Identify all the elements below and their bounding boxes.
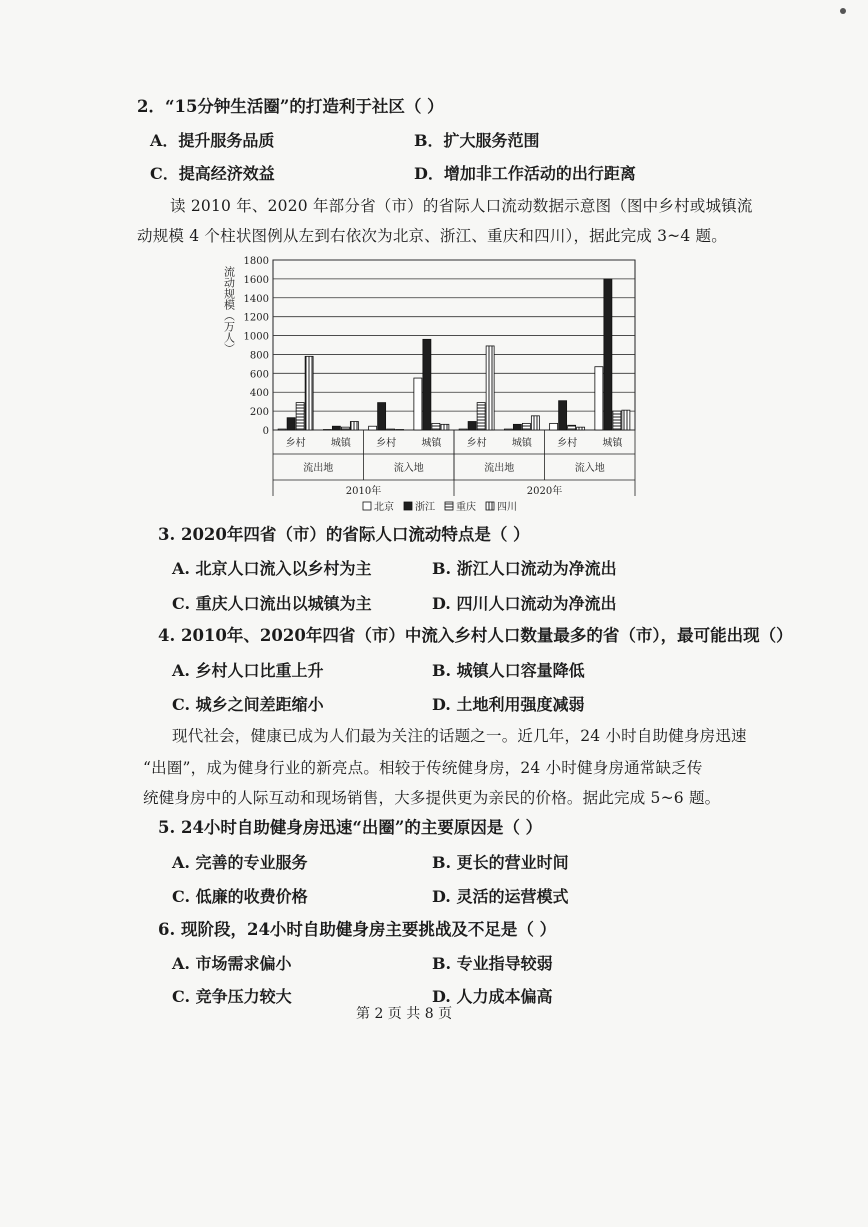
q2-option-c: C．提高经济效益 [150, 164, 275, 183]
bar-2-0 [296, 403, 304, 430]
direction-tick-label: 流出地 [484, 463, 515, 474]
bar-2-2 [387, 429, 395, 430]
bar-1-0 [287, 418, 295, 430]
y-tick-label: 1000 [243, 331, 269, 343]
bar-3-6 [577, 427, 585, 430]
q5-option-d: D. 灵活的运营模式 [432, 887, 569, 906]
intro2-line-2: “出圈”，成为健身行业的新亮点。相较于传统健身房，24 小时健身房通常缺乏传 [143, 759, 703, 777]
legend-swatch-3 [486, 502, 494, 510]
q4-option-c: C. 城乡之间差距缩小 [172, 695, 324, 714]
bar-0-5 [504, 429, 512, 430]
direction-tick-label: 流出地 [303, 463, 334, 474]
q4-option-d: D. 土地利用强度减弱 [432, 695, 585, 714]
q3-option-a: A. 北京人口流入以乡村为主 [172, 559, 372, 578]
q3-option-b: B. 浙江人口流动为净流出 [432, 559, 617, 578]
area-tick-label: 城镇 [330, 438, 351, 449]
scan-dot [840, 8, 846, 14]
bar-2-1 [341, 427, 349, 430]
legend-label-1: 浙江 [415, 502, 435, 513]
intro2-line-3: 统健身房中的人际互动和现场销售，大多提供更为亲民的价格。据此完成 5~6 题。 [143, 789, 721, 807]
area-tick-label: 城镇 [511, 438, 532, 449]
legend-swatch-0 [363, 502, 371, 510]
q3-stem: 3. 2020年四省（市）的省际人口流动特点是（ ） [158, 525, 530, 544]
q5-option-c: C. 低廉的收费价格 [172, 887, 308, 906]
area-tick-label: 乡村 [557, 438, 578, 449]
legend-swatch-1 [404, 502, 412, 510]
population-flow-chart [215, 248, 645, 520]
bar-0-7 [595, 367, 603, 430]
area-tick-label: 乡村 [285, 438, 306, 449]
q2-option-a: A．提升服务品质 [150, 131, 275, 150]
area-tick-label: 城镇 [421, 438, 442, 449]
q5-stem: 5. 24小时自助健身房迅速“出圈”的主要原因是（ ） [158, 818, 543, 837]
q2-stem: 2．“15分钟生活圈”的打造利于社区（ ） [137, 97, 444, 116]
y-tick-label: 400 [249, 388, 269, 400]
intro2-line-1: 现代社会，健康已成为人们最为关注的话题之一。近几年，24 小时自助健身房迅速 [172, 727, 747, 745]
bar-1-7 [604, 279, 612, 430]
area-tick-label: 乡村 [376, 438, 397, 449]
bar-3-3 [441, 424, 449, 430]
bar-2-6 [568, 425, 576, 430]
y-tick-label: 1800 [243, 256, 269, 267]
bar-1-4 [468, 422, 476, 431]
q3-option-d: D. 四川人口流动为净流出 [432, 594, 617, 613]
q5-option-a: A. 完善的专业服务 [172, 853, 308, 872]
intro1-line-2: 动规模 4 个柱状图例从左到右依次为北京、浙江、重庆和四川），据此完成 3~4 题。 [137, 227, 727, 245]
area-tick-label: 乡村 [466, 438, 487, 449]
legend-label-0: 北京 [374, 502, 394, 513]
bar-0-2 [369, 426, 377, 430]
bar-3-7 [622, 410, 630, 430]
q6-option-d: D. 人力成本偏高 [432, 987, 553, 1006]
q3-option-c: C. 重庆人口流出以城镇为主 [172, 594, 372, 613]
q5-option-b: B. 更长的营业时间 [432, 853, 569, 872]
y-tick-label: 0 [262, 426, 269, 437]
q6-option-b: B. 专业指导较弱 [432, 954, 553, 973]
bar-2-4 [477, 403, 485, 430]
q6-option-a: A. 市场需求偏小 [172, 954, 292, 973]
q4-option-a: A. 乡村人口比重上升 [172, 661, 324, 680]
legend-swatch-2 [445, 502, 453, 510]
direction-tick-label: 流入地 [393, 463, 424, 474]
bar-0-4 [459, 429, 467, 430]
legend-label-3: 四川 [497, 502, 517, 513]
legend-label-2: 重庆 [456, 502, 476, 513]
plot-frame [273, 260, 635, 430]
year-tick-label: 2010年 [345, 486, 382, 497]
year-tick-label: 2020年 [526, 486, 563, 497]
y-tick-label: 1600 [243, 274, 269, 286]
y-tick-label: 800 [249, 350, 269, 362]
bar-0-1 [323, 430, 331, 431]
y-tick-label: 200 [249, 407, 269, 419]
bar-3-0 [305, 356, 313, 430]
y-tick-label: 1400 [243, 293, 269, 305]
bar-1-6 [559, 401, 567, 430]
bar-0-3 [414, 378, 422, 430]
q4-option-b: B. 城镇人口容量降低 [432, 661, 585, 680]
y-axis-label: 流动规模（万人） [222, 266, 236, 354]
q2-option-d: D．增加非工作活动的出行距离 [414, 164, 636, 183]
bar-3-1 [350, 422, 358, 431]
q6-stem: 6. 现阶段，24小时自助健身房主要挑战及不足是（ ） [158, 920, 557, 939]
bar-1-1 [332, 426, 340, 430]
y-tick-label: 1200 [243, 312, 269, 324]
bar-3-4 [486, 346, 494, 430]
area-tick-label: 城镇 [602, 438, 623, 449]
page-footer: 第 2 页 共 8 页 [356, 1006, 453, 1022]
direction-tick-label: 流入地 [574, 463, 605, 474]
q6-option-c: C. 竞争压力较大 [172, 987, 292, 1006]
bar-3-5 [531, 416, 539, 430]
bar-2-7 [613, 411, 621, 430]
y-tick-label: 600 [249, 369, 269, 381]
intro1-line-1: 读 2010 年、2020 年部分省（市）的省际人口流动数据示意图（图中乡村或城镇流 [170, 197, 753, 215]
bar-3-2 [396, 430, 404, 431]
bar-0-0 [278, 429, 286, 430]
q4-stem: 4. 2010年、2020年四省（市）中流入乡村人口数量最多的省（市），最可能出现（） [158, 626, 793, 645]
bar-1-2 [378, 403, 386, 430]
bar-1-3 [423, 339, 431, 430]
q2-option-b: B．扩大服务范围 [414, 131, 540, 150]
bar-1-5 [513, 424, 521, 430]
bar-2-5 [522, 423, 530, 430]
bar-2-3 [432, 423, 440, 430]
bar-0-6 [550, 423, 558, 430]
